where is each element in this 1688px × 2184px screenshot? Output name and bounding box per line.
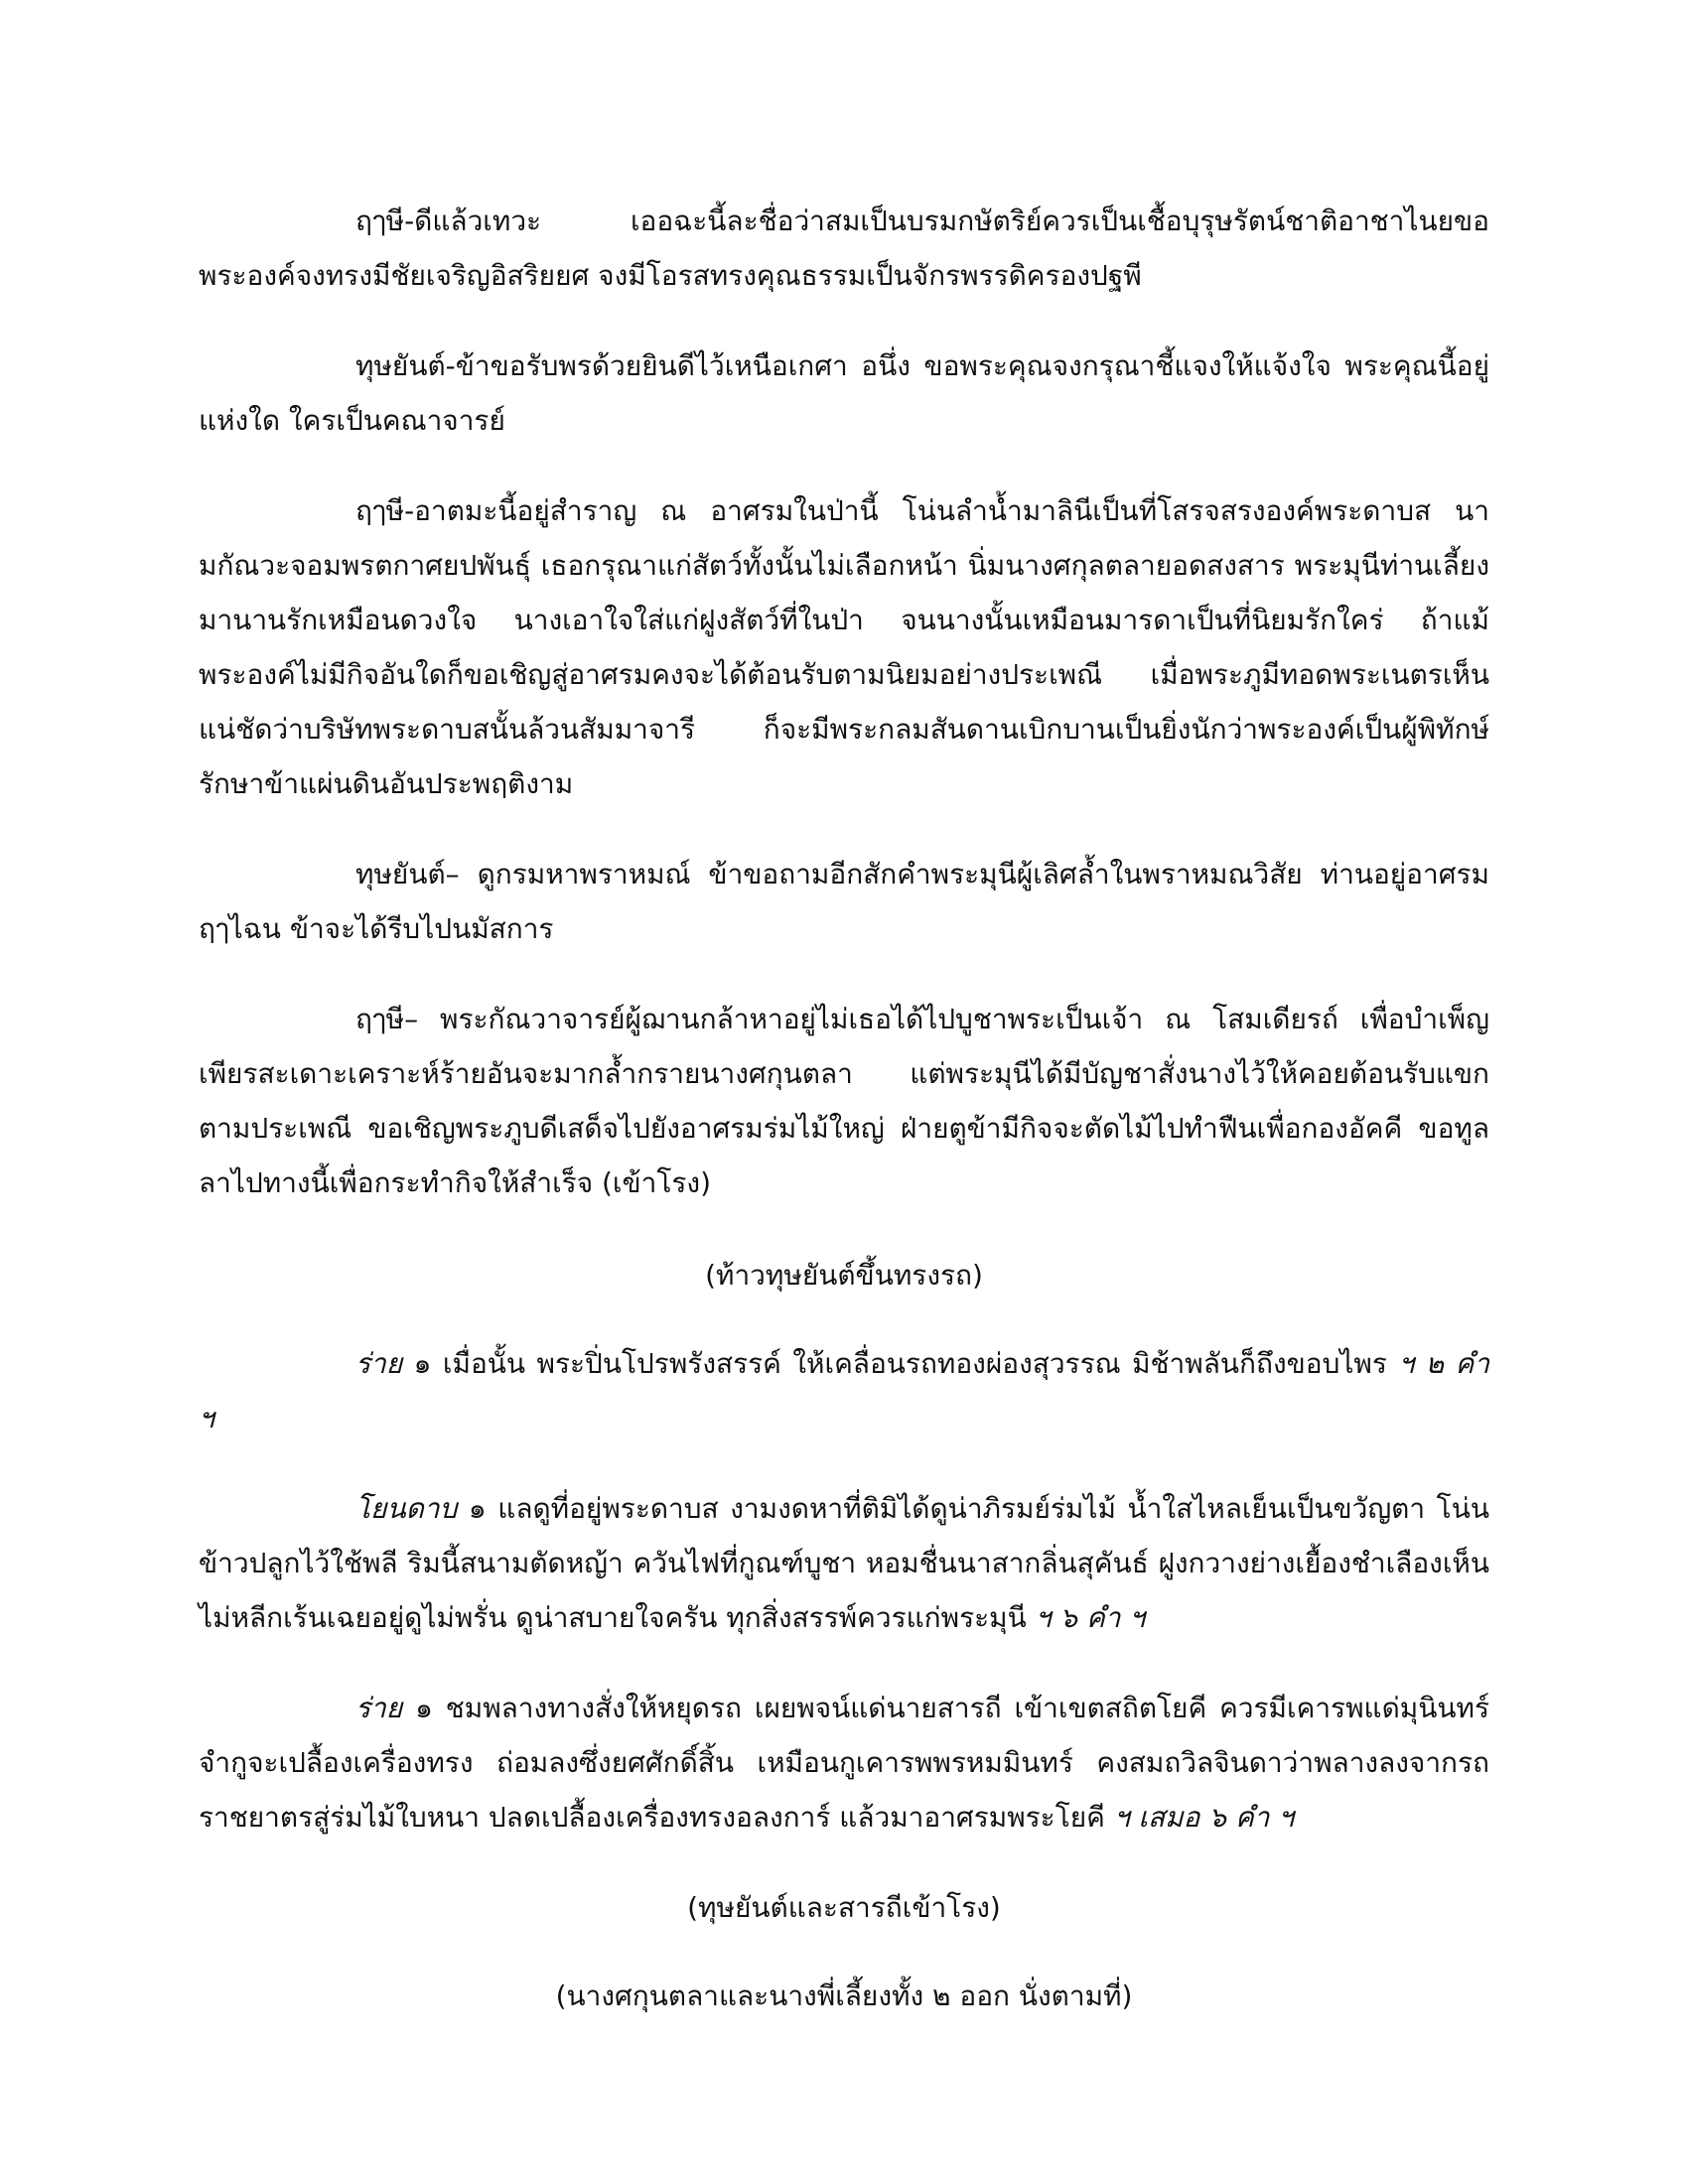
dialogue-paragraph: ฤๅษี-ดีแล้วเทวะ เออฉะนี้ละชื่อว่าสมเป็นบรมกษัตริย์ควรเป็นเชื้อบุรุษรัตน์ชาติอาชาไนยขอพระองค์จงทรงมีชัยเจริญอิสริยยศ จงมีโอรสทรงคุณธรรมเป็นจักรพรรดิครองปฐพี (199, 205, 1489, 292)
verse-number: ๑ (468, 1492, 487, 1525)
verse-paragraph (199, 1681, 1489, 1844)
verse-text: ชมพลางทางสั่งให้หยุดรถ เผยพจน์แด่นายสารถี เข้าเขตสถิตโยคี ควรมีเคารพแด่มุนินทร์ จำกูจะเปลื้องเครื่องทรง ถ่อมลงซึ่งยศศักดิ์สิ้น เหมือนกูเคารพพรหมมินทร์ คงสมถวิลจินดาว่าพลางลงจากรถราชยาตรสู่ร่มไม้ใบหนา ปลดเปลื้องเครื่องทรงอลงการ์ แล้วมาอาศรมพระโยคี (199, 1692, 1489, 1834)
verse-label: ร่าย (355, 1692, 403, 1724)
verse-paragraph (199, 1336, 1489, 1445)
verse-end-mark: ฯ เสมอ ๖ คำ ฯ (1113, 1801, 1295, 1834)
document-text (199, 194, 1489, 2057)
stage-direction: (นางศกุนตลาและนางพี่เลี้ยงทั้ง ๒ ออก นั่งตามที่) (555, 1979, 1133, 2012)
verse-label: โยนดาบ (355, 1492, 458, 1525)
dialogue-paragraph: ฤๅษี– พระกัณวาจารย์ผู้ฌานกล้าหาอยู่ไม่เธอได้ไปบูชาพระเป็นเจ้า ณ โสมเดียรถ์ เพื่อบำเพ็ญเพียรสะเดาะเคราะห์ร้ายอันจะมากล้ำกรายนางศกุนตลา แต่พระมุนีได้มีบัญชาสั่งนางไว้ให้คอยต้อนรับแขกตามประเพณี ขอเชิญพระภูบดีเสด็จไปยังอาศรมร่มไม้ใหญ่ ฝ่ายตูข้ามีกิจจะตัดไม้ไปทำฟืนเพื่อกองอัคคี ขอทูลลาไปทางนี้เพื่อกระทำกิจให้สำเร็จ (เข้าโรง) (199, 1003, 1489, 1199)
verse-paragraph (199, 1481, 1489, 1645)
verse-end-mark: ฯ ๖ คำ ฯ (1035, 1601, 1146, 1634)
verse-text: แลดูที่อยู่พระดาบส งามงดหาที่ติมิได้ดูน่าภิรมย์ร่มไม้ น้ำใสไหลเย็นเป็นขวัญตา โน่นข้าวปลูกไว้ใช้พลี ริมนี้สนามตัดหญ้า ควันไฟที่กูณฑ์บูชา หอมชื่นนาสากลิ่นสุคันธ์ ฝูงกวางย่างเยื้องชำเลืองเห็น ไม่หลีกเร้นเฉยอยู่ดูไม่พรั่น ดูน่าสบายใจครัน ทุกสิ่งสรรพ์ควรแก่พระมุนี (199, 1492, 1490, 1634)
dialogue-paragraph: ทุษยันต์– ดูกรมหาพราหมณ์ ข้าขอถามอีกสักคำพระมุนีผู้เลิศล้ำในพราหมณวิสัย ท่านอยู่อาศรมฤๅไฉน ข้าจะได้รีบไปนมัสการ (199, 858, 1489, 945)
verse-label: ร่าย (355, 1347, 403, 1380)
verse-text: เมื่อนั้น พระปิ่นโปรพรังสรรค์ ให้เคลื่อนรถทองผ่องสุวรรณ มิช้าพลันก็ถึงขอบไพร (442, 1347, 1387, 1380)
stage-direction: (ทุษยันต์และสารถีเข้าโรง) (687, 1891, 1001, 1924)
verse-number: ๑ (415, 1692, 433, 1724)
dialogue-paragraph: ฤๅษี-อาตมะนี้อยู่สำราญ ณ อาศรมในป่านี้ โน่นลำน้ำมาลินีเป็นที่โสรจสรงองค์พระดาบส นามกัณวะจอมพรตกาศยปพันธุ์ เธอกรุณาแก่สัตว์ทั้งนั้นไม่เลือกหน้า นิ่มนางศกุลตลายอดสงสาร พระมุนีท่านเลี้ยงมานานรักเหมือนดวงใจ นางเอาใจใส่แก่ฝูงสัตว์ที่ในป่า จนนางนั้นเหมือนมารดาเป็นที่นิยมรักใคร่ ถ้าแม้พระองค์ไม่มีกิจอันใดก็ขอเชิญสู่อาศรมคงจะได้ต้อนรับตามนิยมอย่างประเพณี เมื่อพระภูมีทอดพระเนตรเห็นแน่ชัดว่าบริษัทพระดาบสนั้นล้วนสัมมาจารี ก็จะมีพระกลมสันดานเบิกบานเป็นยิ่งนักว่าพระองค์เป็นผู้พิทักษ์รักษาข้าแผ่นดินอันประพฤติงาม (199, 494, 1489, 800)
stage-direction: (ท้าวทุษยันต์ขึ้นทรงรถ) (705, 1259, 983, 1292)
dialogue-paragraph: ทุษยันต์-ข้าขอรับพรด้วยยินดีไว้เหนือเกศา อนึ่ง ขอพระคุณจงกรุณาชี้แจงให้แจ้งใจ พระคุณนี้อยู่แห่งใด ใครเป็นคณาจารย์ (199, 349, 1489, 437)
verse-number: ๑ (413, 1347, 432, 1380)
verse-end-mark: ฯ ๒ คำ ฯ (199, 1347, 1489, 1434)
